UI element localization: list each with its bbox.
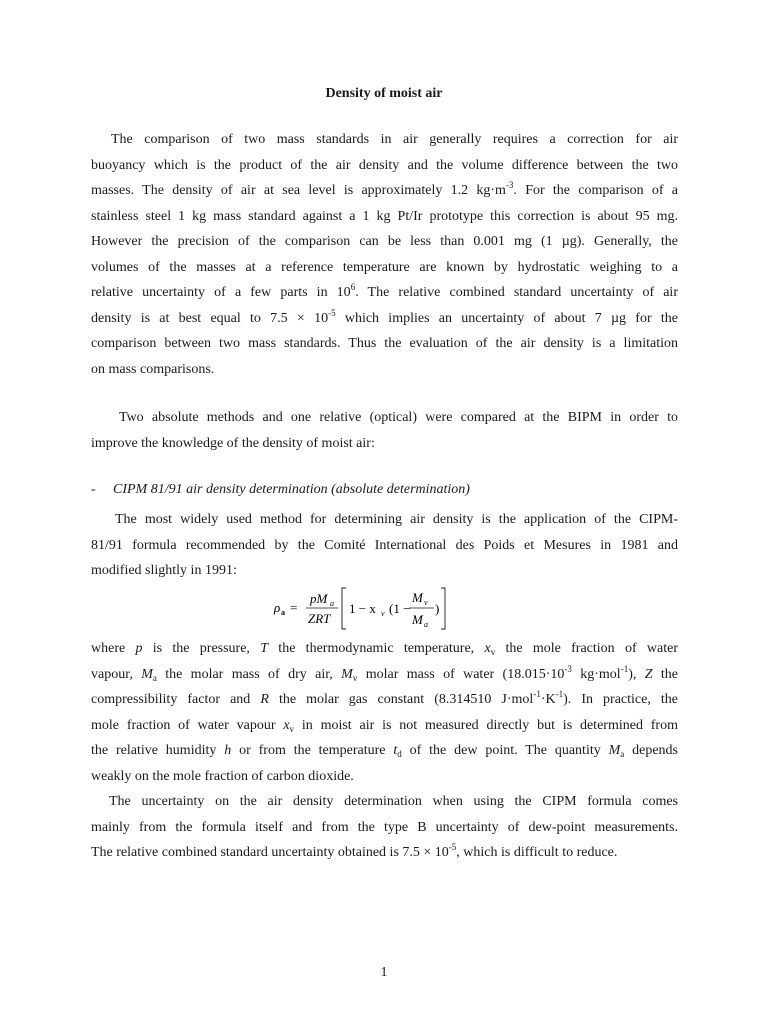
denominator: ZRT [308,611,331,626]
ma-subscript: a [424,620,428,629]
text-line: relative uncertainty of a few parts in $10^6$. The relative combined standard uncertainty of air [91,282,678,300]
rho-symbol: ρ [274,600,281,615]
text-line: the relative humidity h or from the temperature $t_d$ of the dew point. The quantity $M_a$ depends [91,743,679,759]
text-line: stainless steel 1 kg mass standard against a 1 kg Pt/Ir prototype this correction is about 95 mg. [91,208,678,224]
close-paren: ) [435,601,440,616]
text-line: However the precision of the comparison can be less than 0.001 mg (1 µg). Generally, the [91,234,678,249]
text-line: The most widely used method for determining air density is the application of the CIPM- [115,512,678,527]
text-line: The relative combined standard uncertainty obtained is $7.5 \times 10^{-5}$, which is difficult to reduce. [91,842,618,860]
list-dash: - [91,482,96,497]
rho-subscript: a [281,608,285,617]
text-line: compressibility factor and R the molar gas constant (8.314510 $J\cdot mol^{-1}\cdot K^{-1}$). In practice, the [91,689,678,707]
text-line: mainly from the formula itself and from the type B uncertainty of dew-point measurements. [91,819,678,835]
text-line: Two absolute methods and one relative (optical) were compared at the BIPM in order to [119,410,678,425]
numerator: pM [310,591,328,606]
paragraph-variables [91,636,678,789]
text-line: The comparison of two mass standards in air generally requires a correction for air [111,132,678,147]
text-line: masses. The density of air at sea level is approximately 1.2 $kg\cdot m^{-3}$. For the comparison of a [91,180,678,198]
equals-sign: = [290,600,298,615]
paragraph-uncertainty [91,789,678,866]
text-line: modified slightly in 1991: [91,563,237,578]
text-line: vapour, $M_a$ the molar mass of dry air, $M_v$ molar mass of water ($18.015\cdot 10^{-3}$ kg·mol$^{-1}$), Z the [91,663,678,683]
cipm-formula [272,584,472,632]
left-bracket [342,588,346,629]
text-line: volumes of the masses at a reference temperature are known by hydrostatic weighing to a [91,259,678,275]
section-heading-text: CIPM 81/91 air density determination (absolute determination) [113,482,470,497]
page-number: 1 [380,965,388,980]
text-line: on mass comparisons. [91,361,215,377]
page-title: Density of moist air [325,86,443,101]
text-line: buoyancy which is the product of the air density and the volume difference between the two [91,157,678,173]
paragraph-cipm [91,507,678,584]
text-line: where p is the pressure, T the thermodynamic temperature, $x_v$ the mole fraction of water [91,641,678,657]
section-heading [91,482,470,498]
mv-symbol: M [412,590,423,605]
open-paren: (1 − [389,601,411,616]
paragraph-intro [91,127,678,382]
text-line: density is at best equal to $7.5 \times 10^{-5}$ which implies an uncertainty of about 7 µg for the [91,307,678,326]
text-line: 81/91 formula recommended by the Comité International des Poids et Mesures in 1981 and [91,537,678,553]
one-minus-x: 1 − x [349,601,376,616]
ma-symbol: M [412,612,423,627]
text-line: The uncertainty on the air density determination when using the CIPM formula comes [109,794,678,809]
text-line: weakly on the mole fraction of carbon dioxide. [91,768,354,784]
paragraph-methods [91,405,678,456]
numerator-subscript: a [330,599,334,608]
text-line: comparison between two mass standards. Thus the evaluation of the air density is a limitation [91,336,678,351]
text-line: improve the knowledge of the density of moist air: [91,435,375,451]
mv-subscript: v [424,598,428,607]
xv-subscript: v [381,609,385,618]
right-bracket [441,588,445,629]
text-line: mole fraction of water vapour $x_v$ in moist air is not measured directly but is determined from [91,717,678,734]
